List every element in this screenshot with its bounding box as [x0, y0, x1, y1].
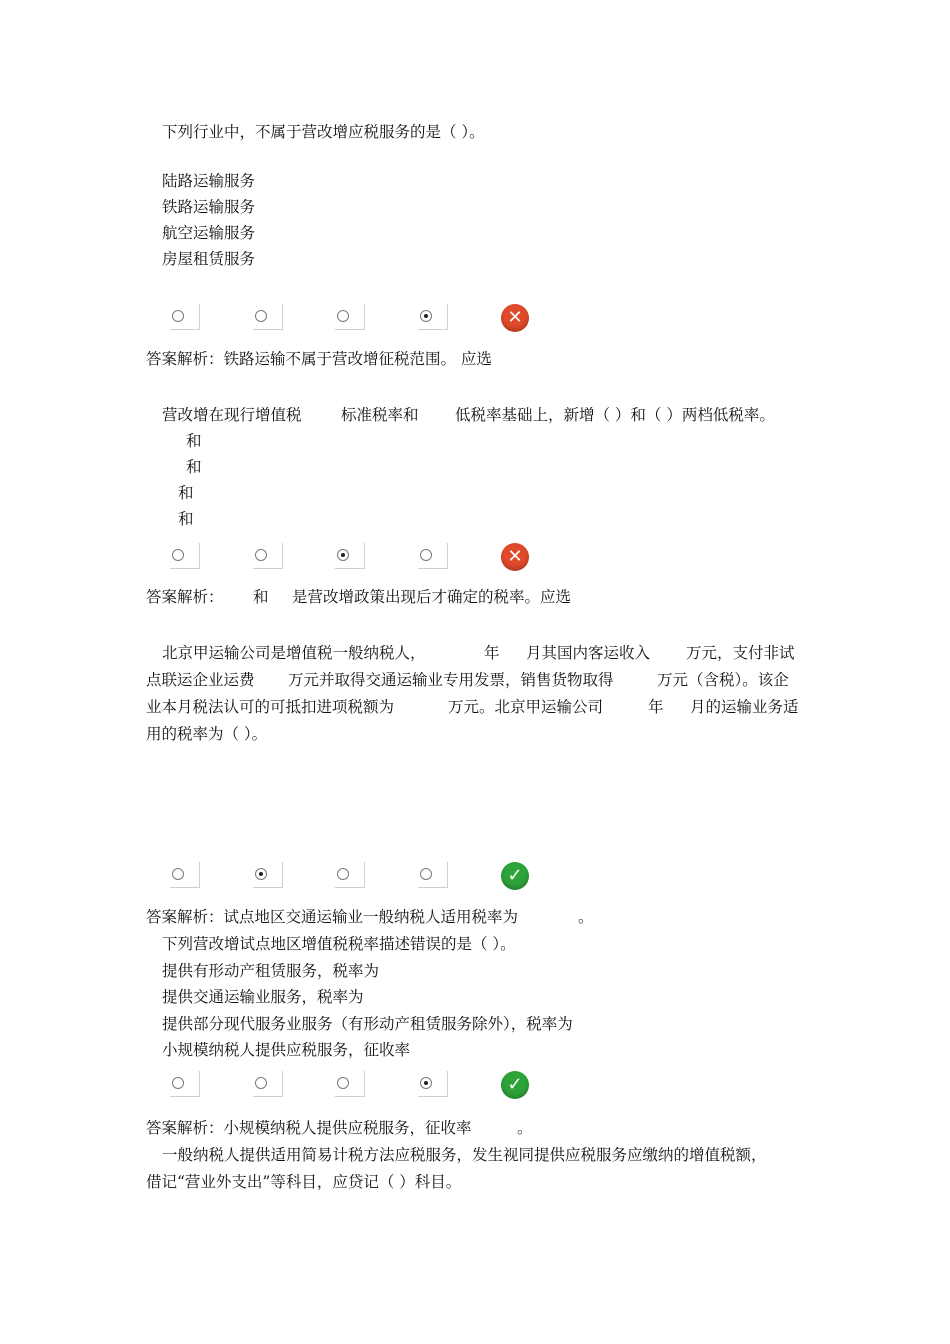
q4-radio-b[interactable]: [253, 1071, 283, 1097]
q4-question: 下列营改增试点地区增值税税率描述错误的是（ ）。: [162, 935, 516, 953]
q3-explanation-prefix: 答案解析：试点地区交通运输业一般纳税人适用税率为: [146, 908, 519, 926]
q4-option-c: 提供部分现代服务业服务（有形动产租赁服务除外），税率为: [162, 1015, 573, 1033]
cross-icon: ✕: [501, 543, 529, 571]
q2-option-d: 和: [178, 510, 194, 528]
q3-explanation-suffix: 。: [578, 908, 594, 926]
q2-option-a: 和: [186, 432, 202, 450]
q3-radio-d[interactable]: [418, 862, 448, 888]
q4-radio-a[interactable]: [170, 1071, 200, 1097]
q3-line2-b: 万元并取得交通运输业专用发票，销售货物取得: [288, 671, 614, 689]
q3-radio-c[interactable]: [335, 862, 365, 888]
q4-option-a: 提供有形动产租赁服务，税率为: [162, 962, 380, 980]
check-icon: ✓: [501, 862, 529, 890]
q2-option-b: 和: [186, 458, 202, 476]
q2-question-part2: 标准税率和: [341, 406, 419, 424]
q3-radio-a[interactable]: [170, 862, 200, 888]
q4-radio-c[interactable]: [335, 1071, 365, 1097]
q4-explanation-prefix: 答案解析：小规模纳税人提供应税服务，征收率: [146, 1119, 472, 1137]
q2-question-part1: 营改增在现行增值税: [162, 406, 302, 424]
q2-radio-b[interactable]: [253, 543, 283, 569]
q3-line1-c: 月其国内客运收入: [526, 644, 651, 662]
q1-option-b: 铁路运输服务: [162, 198, 256, 216]
q1-option-a: 陆路运输服务: [162, 172, 256, 190]
q3-line3-a: 业本月税法认可的可抵扣进项税额为: [146, 698, 395, 716]
q4-radio-d[interactable]: [418, 1071, 448, 1097]
q5-line2: 借记“营业外支出”等科目，应贷记（ ）科目。: [146, 1173, 462, 1191]
q4-option-b: 提供交通运输业服务，税率为: [162, 988, 364, 1006]
q1-option-c: 航空运输服务: [162, 224, 256, 242]
q1-explanation: 答案解析：铁路运输不属于营改增征税范围。 应选: [146, 350, 492, 368]
q1-question: 下列行业中，不属于营改增应税服务的是（ ）。: [162, 123, 485, 141]
q2-explanation-suffix: 是营改增政策出现后才确定的税率。应选: [292, 588, 572, 606]
q3-line1-d: 万元，支付非试: [686, 644, 795, 662]
q2-option-c: 和: [178, 484, 194, 502]
q1-radio-c[interactable]: [335, 304, 365, 330]
check-icon: ✓: [501, 1071, 529, 1099]
q2-explanation-prefix: 答案解析：: [146, 588, 224, 606]
q2-radio-a[interactable]: [170, 543, 200, 569]
q3-line3-b: 万元。北京甲运输公司: [448, 698, 604, 716]
q2-explanation-mid: 和: [253, 588, 269, 606]
q3-line3-d: 月的运输业务适: [690, 698, 799, 716]
q1-radio-d[interactable]: [418, 304, 448, 330]
q4-option-d: 小规模纳税人提供应税服务，征收率: [162, 1041, 411, 1059]
q2-radio-d[interactable]: [418, 543, 448, 569]
cross-icon: ✕: [501, 304, 529, 332]
q3-line2-c: 万元（含税）。该企: [657, 671, 789, 689]
q3-line2-a: 点联运企业运费: [146, 671, 255, 689]
q5-line1: 一般纳税人提供适用简易计税方法应税服务，发生视同提供应税服务应缴纳的增值税额，: [162, 1146, 767, 1164]
q3-line1-a: 北京甲运输公司是增值税一般纳税人，: [162, 644, 426, 662]
q1-radio-a[interactable]: [170, 304, 200, 330]
q3-line4: 用的税率为（ ）。: [146, 725, 268, 743]
q3-radio-b[interactable]: [253, 862, 283, 888]
q2-question-part3: 低税率基础上，新增（ ）和（ ）两档低税率。: [455, 406, 775, 424]
q1-option-d: 房屋租赁服务: [162, 250, 256, 268]
q3-line3-c: 年: [648, 698, 664, 716]
q3-line1-b: 年: [484, 644, 500, 662]
q4-explanation-suffix: 。: [517, 1119, 533, 1137]
q2-radio-c[interactable]: [335, 543, 365, 569]
q1-radio-b[interactable]: [253, 304, 283, 330]
